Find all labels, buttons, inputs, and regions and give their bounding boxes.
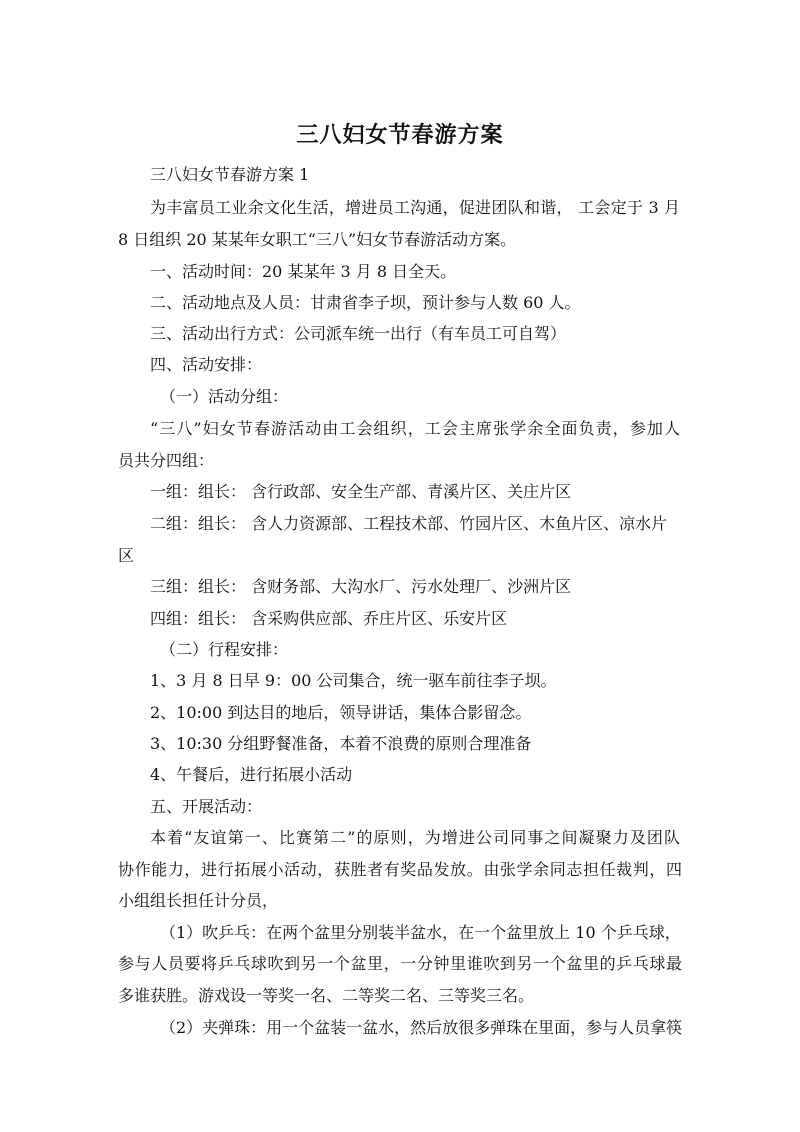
paragraph-line: 一、活动时间：20 某某年 3 月 8 日全天。 — [150, 262, 457, 281]
paragraph-line: 协作能力，进行拓展小活动，获胜者有奖品发放。由张学余同志担任裁判，四 — [118, 860, 682, 879]
paragraph-line: 二、活动地点及人员：甘肃省李子坝，预计参与人数 60 人。 — [150, 293, 581, 312]
schedule-line: 3、10:30 分组野餐准备，本着不浪费的原则合理准备 — [150, 734, 532, 753]
paragraph-line: 8 日组织 20 某某年女职工“三八”妇女节春游活动方案。 — [118, 230, 517, 249]
game-line: （1）吹乒乓：在两个盆里分别装半盆水，在一个盆里放上 10 个乒乓球， — [160, 923, 681, 942]
group-line: 区 — [118, 546, 135, 565]
schedule-line: 4、午餐后，进行拓展小活动 — [150, 765, 353, 784]
game-line: 参与人员要将乒乓球吹到另一个盆里，一分钟里谁吹到另一个盆里的乒乓球最 — [118, 954, 682, 973]
paragraph-line: 三、活动出行方式：公司派车统一出行（有车员工可自驾） — [150, 324, 567, 343]
paragraph-line: 五、开展活动： — [150, 797, 263, 816]
group-line: 四组：组长： 含采购供应部、乔庄片区、乐安片区 — [150, 609, 508, 628]
paragraph-line: （一）活动分组： — [160, 387, 289, 406]
group-line: 一组：组长： 含行政部、安全生产部、青溪片区、关庄片区 — [150, 482, 572, 501]
game-line: （2）夹弹珠：用一个盆装一盆水，然后放很多弹珠在里面，参与人员拿筷 — [160, 1018, 683, 1037]
subtitle-line: 三八妇女节春游方案 1 — [150, 165, 310, 184]
game-line: 多谁获胜。游戏设一等奖一名、二等奖二名、三等奖三名。 — [118, 986, 535, 1005]
group-line: 三组：组长： 含财务部、大沟水厂、污水处理厂、沙洲片区 — [150, 577, 572, 596]
group-line: 二组：组长： 含人力资源部、工程技术部、竹园片区、木鱼片区、凉水片 — [150, 514, 668, 533]
paragraph-line: 四、活动安排： — [150, 355, 263, 374]
paragraph-line: “三八”妇女节春游活动由工会组织，工会主席张学余全面负责，参加人 — [150, 419, 680, 438]
paragraph-line: 为丰富员工业余文化生活，增进员工沟通，促进团队和谐， 工会定于 3 月 — [150, 198, 680, 217]
paragraph-line: （二）行程安排： — [160, 640, 289, 659]
paragraph-line: 员共分四组： — [118, 451, 215, 470]
paragraph-line: 本着“友谊第一、比赛第二”的原则，为增进公司同事之间凝聚力及团队 — [150, 828, 680, 847]
schedule-line: 1、3 月 8 日早 9：00 公司集合，统一驱车前往李子坝。 — [150, 671, 557, 690]
schedule-line: 2、10:00 到达目的地后，领导讲话，集体合影留念。 — [150, 703, 532, 722]
document-title: 三八妇女节春游方案 — [296, 123, 504, 148]
paragraph-line: 小组组长担任计分员， — [118, 891, 279, 910]
